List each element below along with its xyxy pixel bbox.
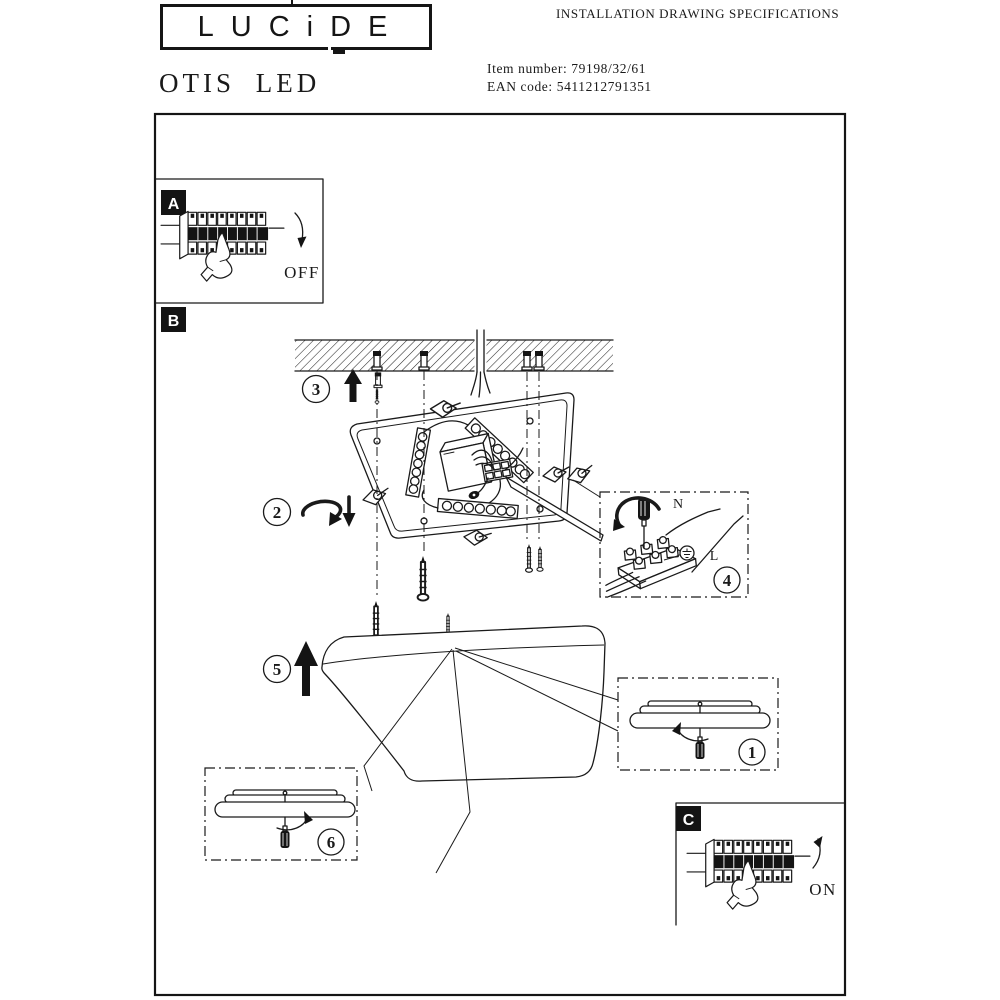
- step-2-number: 2: [272, 503, 282, 522]
- detail-box-1-loosen: [618, 678, 778, 770]
- wall-plug-icon: [372, 351, 382, 370]
- screw-icon: [418, 556, 429, 601]
- breaker-panel-icon: [161, 211, 284, 281]
- live-label: L: [709, 549, 719, 564]
- off-label: OFF: [284, 263, 320, 282]
- rotate-arrow-icon: [617, 498, 659, 526]
- wall-plug-icon: [522, 351, 532, 370]
- mounting-plate: [350, 393, 603, 548]
- wall-plug-icon: [419, 351, 429, 370]
- wall-plug-icon: [374, 372, 382, 387]
- neutral-label: N: [672, 497, 684, 512]
- panel-c-power-on: [676, 803, 844, 925]
- callout-line: [573, 480, 600, 497]
- detail-box-6-tighten: [205, 768, 357, 860]
- lucide-logo-text: LUCiDE: [197, 11, 405, 43]
- product-name: OTIS LED: [159, 68, 321, 98]
- panel-a-power-off: [156, 179, 323, 303]
- ground-symbol-icon: [680, 546, 694, 560]
- detail-box-4-wiring: [600, 492, 748, 597]
- ean-code: EAN code: 5411212791351: [487, 79, 652, 94]
- step-3-number: 3: [311, 380, 321, 399]
- up-arrow-icon: [294, 641, 318, 666]
- rotate-left-arrow-icon: [677, 728, 708, 741]
- step-1-number: 1: [747, 743, 757, 762]
- panel-b-label: B: [167, 313, 180, 330]
- screwdriver-icon: [638, 498, 650, 548]
- terminal-block-large: [601, 533, 698, 597]
- step-5-number: 5: [272, 660, 282, 679]
- step-6-number: 6: [326, 833, 336, 852]
- panel-c-label: C: [682, 812, 695, 829]
- step-3-marker: [303, 369, 383, 403]
- document-title: INSTALLATION DRAWING SPECIFICATIONS: [556, 6, 840, 21]
- breaker-panel-icon: [687, 839, 810, 909]
- wall-plug-icon: [534, 351, 544, 370]
- step-4-number: 4: [722, 571, 732, 590]
- screw-icon: [537, 546, 543, 571]
- rotate-right-arrow-icon: [277, 817, 308, 830]
- panel-a-label: A: [167, 196, 180, 213]
- step-5-marker: [264, 641, 319, 696]
- panel-b-marker: [161, 307, 186, 332]
- neutral-wire: [666, 509, 720, 535]
- item-number: Item number: 79198/32/61: [487, 61, 647, 76]
- switch-down-arrow-icon: [295, 213, 303, 240]
- ceiling-section: [295, 330, 613, 397]
- step-2-marker: [264, 497, 356, 527]
- on-label: ON: [809, 880, 837, 899]
- screw-icon: [526, 544, 533, 572]
